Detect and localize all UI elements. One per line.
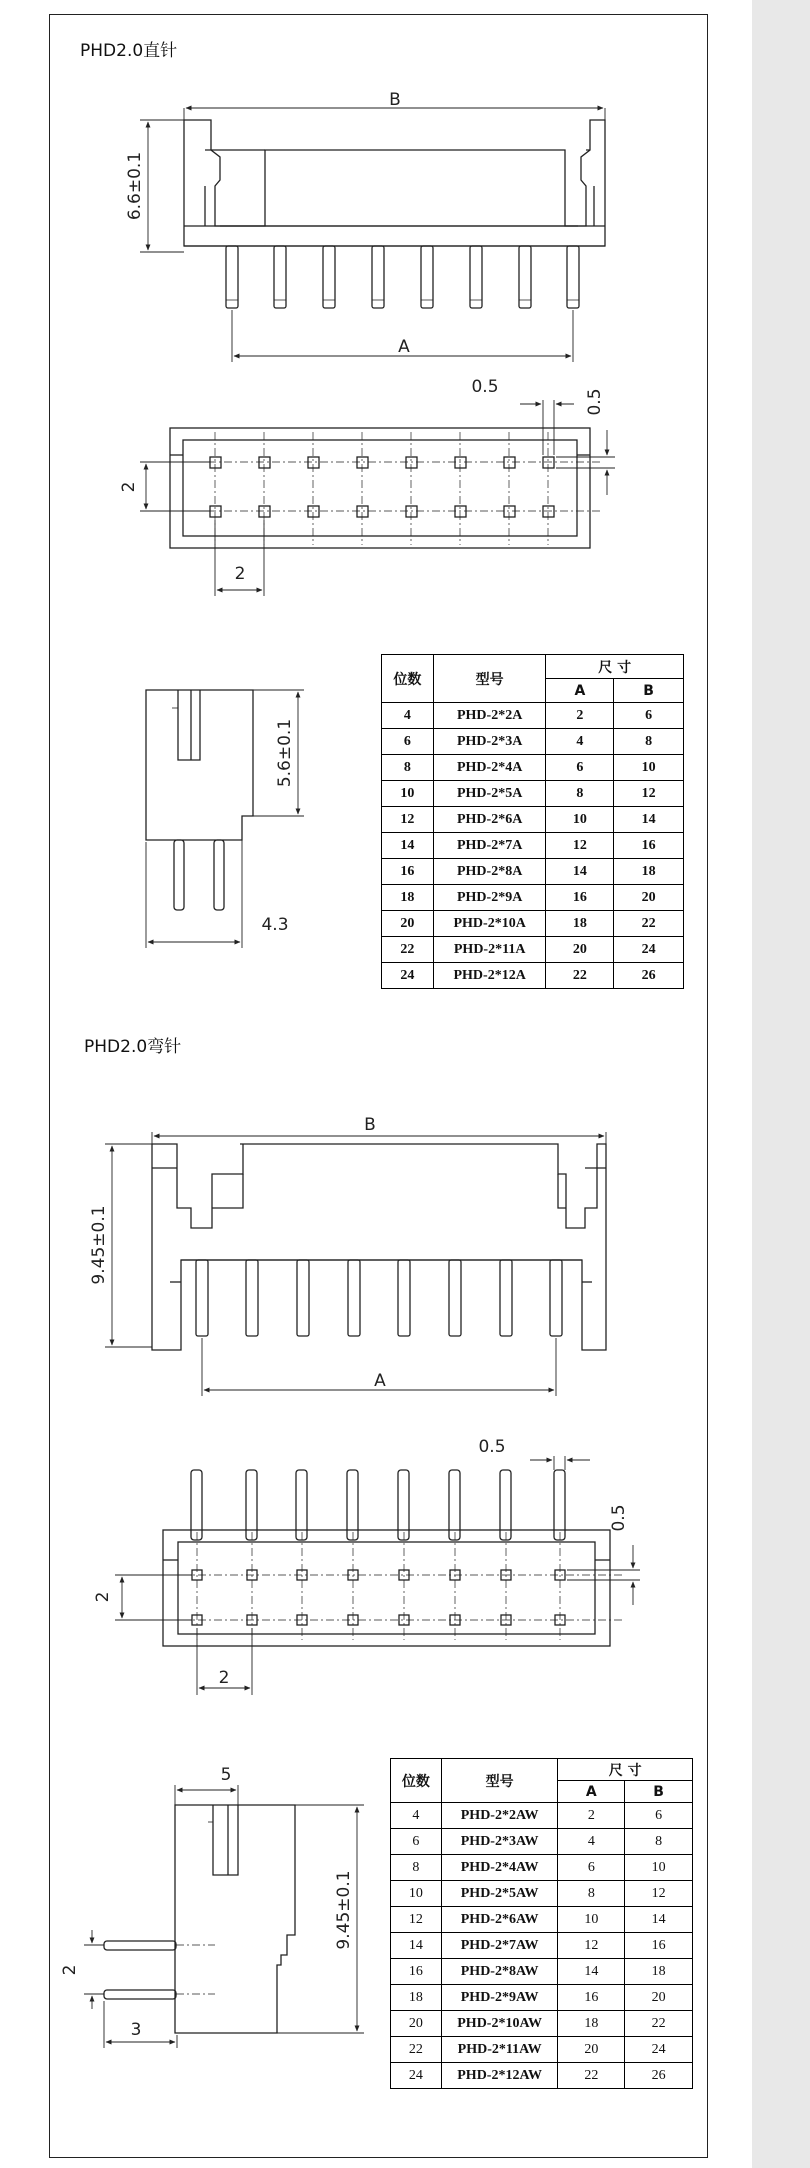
bent-side-centerlines — [176, 1945, 215, 1994]
col-header-model: 型号 — [441, 1759, 558, 1803]
col-header-b: B — [614, 679, 684, 703]
cell-b: 14 — [625, 1907, 693, 1933]
cell-model: PHD-2*10A — [433, 911, 546, 937]
cell-b: 8 — [614, 729, 684, 755]
table-row — [382, 729, 684, 755]
cell-count: 16 — [382, 859, 434, 885]
table-row — [391, 1959, 693, 1985]
cell-a: 6 — [558, 1855, 625, 1881]
dim-label-pitch-offset: 0.5 — [478, 1437, 506, 1457]
cell-a: 20 — [546, 937, 614, 963]
table-row — [391, 1829, 693, 1855]
cell-count: 16 — [391, 1959, 442, 1985]
cell-a: 8 — [558, 1881, 625, 1907]
col-header-size: 尺 寸 — [546, 655, 684, 679]
cell-a: 2 — [546, 703, 614, 729]
table-row — [391, 1855, 693, 1881]
cell-count: 20 — [382, 911, 434, 937]
col-header-a: A — [558, 1781, 625, 1803]
straight-front-dims — [140, 108, 605, 362]
straight-side-view — [146, 690, 253, 910]
dim-label-height: 9.45±0.1 — [89, 1205, 109, 1285]
straight-front-view — [184, 120, 605, 246]
cell-count: 14 — [382, 833, 434, 859]
cell-count: 22 — [382, 937, 434, 963]
cell-b: 26 — [625, 2063, 693, 2089]
cell-b: 8 — [625, 1829, 693, 1855]
table-row — [382, 937, 684, 963]
bent-top-holes — [192, 1570, 565, 1625]
straight-top-centerlines — [160, 432, 600, 545]
cell-a: 16 — [558, 1985, 625, 2011]
table-body — [391, 1803, 693, 2089]
col-header-b: B — [625, 1781, 693, 1803]
cell-count: 6 — [382, 729, 434, 755]
bent-top-dims — [115, 1456, 640, 1695]
cell-b: 12 — [614, 781, 684, 807]
col-header-a: A — [546, 679, 614, 703]
cell-model: PHD-2*9AW — [441, 1985, 558, 2011]
table-row — [391, 2037, 693, 2063]
dim-label-side-height: 5.6±0.1 — [275, 718, 295, 788]
cell-b: 6 — [614, 703, 684, 729]
cell-a: 8 — [546, 781, 614, 807]
cell-a: 12 — [558, 1933, 625, 1959]
cell-model: PHD-2*4A — [433, 755, 546, 781]
cell-model: PHD-2*7A — [433, 833, 546, 859]
cell-b: 18 — [625, 1959, 693, 1985]
cell-model: PHD-2*8AW — [441, 1959, 558, 1985]
table-row — [391, 1933, 693, 1959]
table-row — [382, 911, 684, 937]
cell-b: 20 — [625, 1985, 693, 2011]
cell-count: 18 — [382, 885, 434, 911]
bent-front-pins — [196, 1260, 562, 1336]
cell-b: 6 — [625, 1803, 693, 1829]
cell-count: 4 — [382, 703, 434, 729]
cell-model: PHD-2*9A — [433, 885, 546, 911]
dim-label-side-height: 9.45±0.1 — [334, 1870, 354, 1950]
table-row — [382, 781, 684, 807]
col-header-count: 位数 — [391, 1759, 442, 1803]
cell-model: PHD-2*8A — [433, 859, 546, 885]
cell-count: 8 — [391, 1855, 442, 1881]
cell-b: 26 — [614, 963, 684, 989]
cell-b: 16 — [614, 833, 684, 859]
cell-a: 22 — [558, 2063, 625, 2089]
cell-a: 4 — [558, 1829, 625, 1855]
cell-count: 8 — [382, 755, 434, 781]
cell-count: 4 — [391, 1803, 442, 1829]
table-row — [382, 859, 684, 885]
cell-model: PHD-2*2A — [433, 703, 546, 729]
cell-a: 18 — [546, 911, 614, 937]
cell-a: 14 — [558, 1959, 625, 1985]
cell-b: 24 — [625, 2037, 693, 2063]
cell-a: 22 — [546, 963, 614, 989]
cell-model: PHD-2*11AW — [441, 2037, 558, 2063]
straight-top-dims — [140, 400, 615, 596]
cell-b: 10 — [614, 755, 684, 781]
col-header-model: 型号 — [433, 655, 546, 703]
cell-model: PHD-2*5A — [433, 781, 546, 807]
section-title-bent: PHD2.0弯针 — [84, 1037, 182, 1057]
straight-top-holes — [210, 457, 554, 517]
cell-b: 10 — [625, 1855, 693, 1881]
table-row — [391, 1985, 693, 2011]
dim-label-side-top: 5 — [220, 1765, 232, 1785]
cell-count: 20 — [391, 2011, 442, 2037]
cell-b: 20 — [614, 885, 684, 911]
cell-a: 10 — [558, 1907, 625, 1933]
bent-top-centerlines — [150, 1532, 625, 1640]
table-row — [391, 1881, 693, 1907]
table-row — [391, 1803, 693, 1829]
cell-model: PHD-2*3A — [433, 729, 546, 755]
spec-table-bent — [390, 1758, 693, 2089]
section-title-straight: PHD2.0直针 — [80, 41, 178, 61]
cell-model: PHD-2*6AW — [441, 1907, 558, 1933]
dim-label-pin-size: 0.5 — [609, 1504, 629, 1532]
cell-count: 22 — [391, 2037, 442, 2063]
dim-label-b: B — [364, 1115, 376, 1135]
cell-model: PHD-2*2AW — [441, 1803, 558, 1829]
bent-side-dims — [84, 1785, 364, 2048]
cell-b: 22 — [625, 2011, 693, 2037]
cell-b: 24 — [614, 937, 684, 963]
cell-count: 24 — [382, 963, 434, 989]
cell-model: PHD-2*7AW — [441, 1933, 558, 1959]
cell-model: PHD-2*11A — [433, 937, 546, 963]
cell-b: 14 — [614, 807, 684, 833]
dim-label-b: B — [389, 90, 401, 110]
cell-count: 14 — [391, 1933, 442, 1959]
cell-b: 12 — [625, 1881, 693, 1907]
dim-label-pin-size: 0.5 — [585, 388, 605, 416]
table-body — [382, 703, 684, 989]
dim-label-col-pitch: 2 — [234, 564, 246, 584]
dim-label-row-pitch: 2 — [93, 1591, 113, 1603]
table-row — [391, 1907, 693, 1933]
dim-label-pitch-offset: 0.5 — [471, 377, 499, 397]
straight-top-view — [170, 428, 590, 548]
cell-count: 10 — [391, 1881, 442, 1907]
straight-front-pins — [226, 246, 579, 308]
cell-b: 22 — [614, 911, 684, 937]
cell-count: 12 — [391, 1907, 442, 1933]
cell-b: 18 — [614, 859, 684, 885]
bent-front-view — [152, 1144, 606, 1350]
dim-label-row-pitch: 2 — [119, 481, 139, 493]
dim-label-col-pitch: 2 — [218, 1668, 230, 1688]
dim-label-side-width: 4.3 — [261, 915, 289, 935]
dim-label-side-pitch: 2 — [60, 1964, 80, 1976]
cell-a: 10 — [546, 807, 614, 833]
cell-a: 2 — [558, 1803, 625, 1829]
col-header-count: 位数 — [382, 655, 434, 703]
cell-count: 10 — [382, 781, 434, 807]
table-row — [382, 963, 684, 989]
spec-table-straight — [381, 654, 684, 989]
cell-a: 20 — [558, 2037, 625, 2063]
col-header-size: 尺 寸 — [558, 1759, 693, 1781]
cell-count: 18 — [391, 1985, 442, 2011]
bent-side-view — [104, 1805, 295, 2033]
cell-model: PHD-2*5AW — [441, 1881, 558, 1907]
table-row — [391, 2011, 693, 2037]
cell-count: 6 — [391, 1829, 442, 1855]
cell-model: PHD-2*12A — [433, 963, 546, 989]
table-row — [382, 885, 684, 911]
cell-a: 16 — [546, 885, 614, 911]
bent-front-dims — [105, 1132, 606, 1396]
cell-a: 14 — [546, 859, 614, 885]
cell-b: 16 — [625, 1933, 693, 1959]
dim-label-a: A — [374, 1371, 386, 1391]
bent-top-view — [163, 1530, 610, 1646]
cell-model: PHD-2*6A — [433, 807, 546, 833]
cell-model: PHD-2*4AW — [441, 1855, 558, 1881]
cell-model: PHD-2*3AW — [441, 1829, 558, 1855]
cell-count: 24 — [391, 2063, 442, 2089]
cell-model: PHD-2*10AW — [441, 2011, 558, 2037]
table-row — [382, 833, 684, 859]
table-row — [391, 2063, 693, 2089]
cell-a: 4 — [546, 729, 614, 755]
dim-label-side-width: 3 — [130, 2020, 142, 2040]
dim-label-height: 6.6±0.1 — [125, 151, 145, 221]
cell-a: 6 — [546, 755, 614, 781]
table-row — [382, 807, 684, 833]
cell-a: 18 — [558, 2011, 625, 2037]
table-row — [382, 755, 684, 781]
dim-label-a: A — [398, 337, 410, 357]
table-row — [382, 703, 684, 729]
cell-count: 12 — [382, 807, 434, 833]
cell-a: 12 — [546, 833, 614, 859]
cell-model: PHD-2*12AW — [441, 2063, 558, 2089]
